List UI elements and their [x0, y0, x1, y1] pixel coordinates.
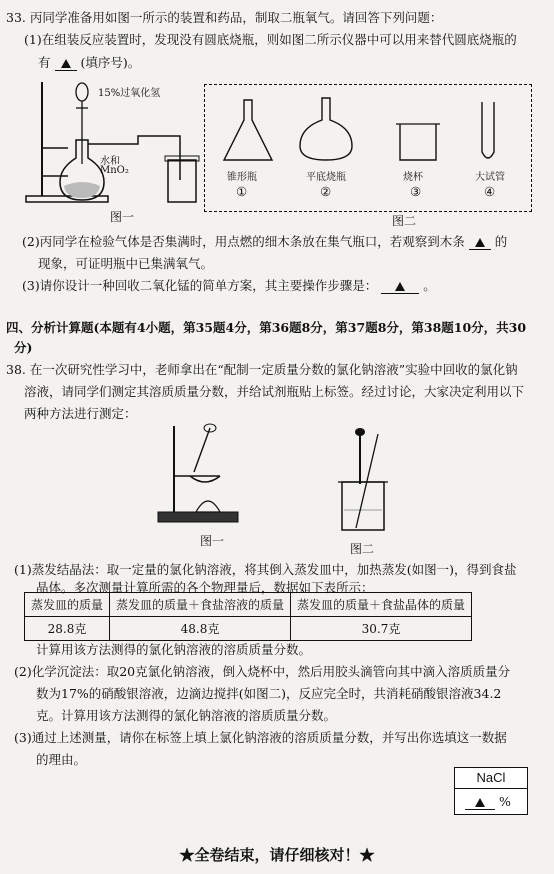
instrument-num-2: ②	[320, 184, 332, 199]
triangle-icon	[475, 238, 485, 247]
instrument-name-2: 平底烧瓶	[306, 172, 346, 183]
answer-blank[interactable]	[465, 794, 495, 810]
q33-figure2-caption: 图二	[392, 214, 417, 228]
answer-blank[interactable]	[55, 55, 77, 71]
table-cell: 28.8克	[25, 617, 110, 641]
instrument-num-3: ③	[410, 184, 422, 199]
table-header: 蒸发皿的质量＋食盐溶液的质量	[110, 593, 291, 617]
q33-part1-post: (填序号)。	[80, 55, 141, 70]
conical-flask-icon	[224, 100, 272, 160]
table-row	[25, 617, 472, 641]
q38-method1-line3: 计算用该方法测得的氯化钠溶液的溶质质量分数。	[36, 642, 312, 657]
q38-method1-line2: 晶体。多次测量计算所需的各个物理量后，数据如下表所示：	[36, 580, 374, 595]
table-header-row	[25, 593, 472, 617]
q33-part1-line2	[38, 53, 140, 71]
label-unit: %	[498, 794, 511, 809]
instrument-name-1: 锥形瓶	[227, 172, 257, 183]
table-cell: 30.7克	[291, 617, 472, 641]
q33-part2-post: 的	[494, 234, 508, 249]
q33-part1-pre: 有	[38, 55, 51, 70]
q38-method2-line2: 数为17%的硝酸银溶液，边滴边搅拌(如图二)，反应完全时，共消耗硝酸银溶液34.2	[36, 686, 502, 701]
reagent-label	[454, 767, 528, 815]
water-label: 水和	[100, 156, 120, 167]
q38-method2-line1: (2)化学沉淀法：取20克氯化钠溶液，倒入烧杯中，然后用胶头滴管向其中滴入溶质质量分	[14, 664, 511, 679]
q33-part3-post: 。	[423, 278, 436, 293]
q38-method3-line2: 的理由。	[36, 752, 87, 767]
q33-stem: 33. 丙同学准备用如图一所示的装置和药品，制取二瓶氧气。请回答下列问题：	[6, 10, 443, 25]
section4-heading-cont: 分)	[14, 340, 33, 355]
triangle-icon	[475, 798, 485, 807]
q33-part3-pre: (3)请你设计一种回收二氧化锰的简单方案，其主要操作步骤是：	[22, 278, 378, 293]
q33-part1-line1: (1)在组装反应装置时，发现没有圆底烧瓶，则如图二所示仪器中可以用来替代圆底烧瓶的	[24, 32, 517, 47]
triangle-icon	[395, 282, 405, 291]
q38-line1: 38. 在一次研究性学习中，老师拿出在“配制一定质量分数的氯化钠溶液”实验中回收的氯化钠	[6, 362, 518, 377]
q38-method1-line1: (1)蒸发结晶法：取一定量的氯化钠溶液，将其倒入蒸发皿中，加热蒸发(如图一)，得到食盐	[14, 562, 517, 577]
evaporation-apparatus	[150, 418, 250, 530]
q38-figure1-caption: 图一	[200, 534, 225, 548]
flat-flask-icon	[300, 98, 352, 160]
table-cell: 48.8克	[110, 617, 291, 641]
q38-figure2-caption: 图二	[350, 542, 375, 556]
label-value-row	[465, 794, 511, 810]
q38-method2-line3: 克。计算用该方法测得的氯化钠溶液的溶质质量分数。	[36, 708, 337, 723]
gas-generation-apparatus	[20, 78, 205, 218]
answer-blank[interactable]	[469, 234, 491, 250]
instrument-num-4: ④	[484, 184, 496, 199]
q38-line3: 两种方法进行测定：	[24, 406, 137, 421]
table-header: 蒸发皿的质量＋食盐晶体的质量	[291, 593, 472, 617]
q33-figure1-caption: 图一	[110, 210, 135, 224]
mno2-label: MnO₂	[100, 165, 129, 176]
footer-end-note: ★全卷结束，请仔细核对！★	[179, 846, 375, 864]
answer-blank[interactable]	[381, 278, 419, 294]
q38-method3-line1: (3)通过上述测量，请你在标签上填上氯化钠溶液的溶质质量分数，并写出你选填这一数据	[14, 730, 507, 745]
instrument-num-1: ①	[236, 184, 248, 199]
instruments-drawing	[214, 94, 524, 174]
q33-part2-line2: 现象，可证明瓶中已集满氧气。	[38, 256, 214, 271]
instrument-name-3: 烧杯	[403, 172, 423, 183]
triangle-icon	[61, 59, 71, 68]
instrument-name-4: 大试管	[475, 172, 505, 183]
q38-line2: 溶液，请同学们测定其溶质质量分数，并给试剂瓶贴上标签。经过讨论，大家决定利用以下	[24, 384, 525, 399]
q33-part2-line1	[22, 232, 507, 250]
table-header: 蒸发皿的质量	[25, 593, 110, 617]
measurement-table	[24, 592, 472, 641]
section4-heading: 四、分析计算题(本题有4小题，第35题4分，第36题8分，第37题8分，第38题10分，共30	[6, 320, 527, 335]
q33-part2-pre: (2)丙同学在检验气体是否集满时，用点燃的细木条放在集气瓶口，若观察到木条	[22, 234, 465, 249]
titration-apparatus	[330, 424, 400, 536]
beaker-icon	[400, 124, 436, 160]
q33-part3	[22, 276, 436, 294]
hydrogen-peroxide-label: 15%过氧化氢	[98, 88, 161, 99]
test-tube-icon	[482, 102, 494, 158]
label-title: NaCl	[476, 770, 506, 785]
